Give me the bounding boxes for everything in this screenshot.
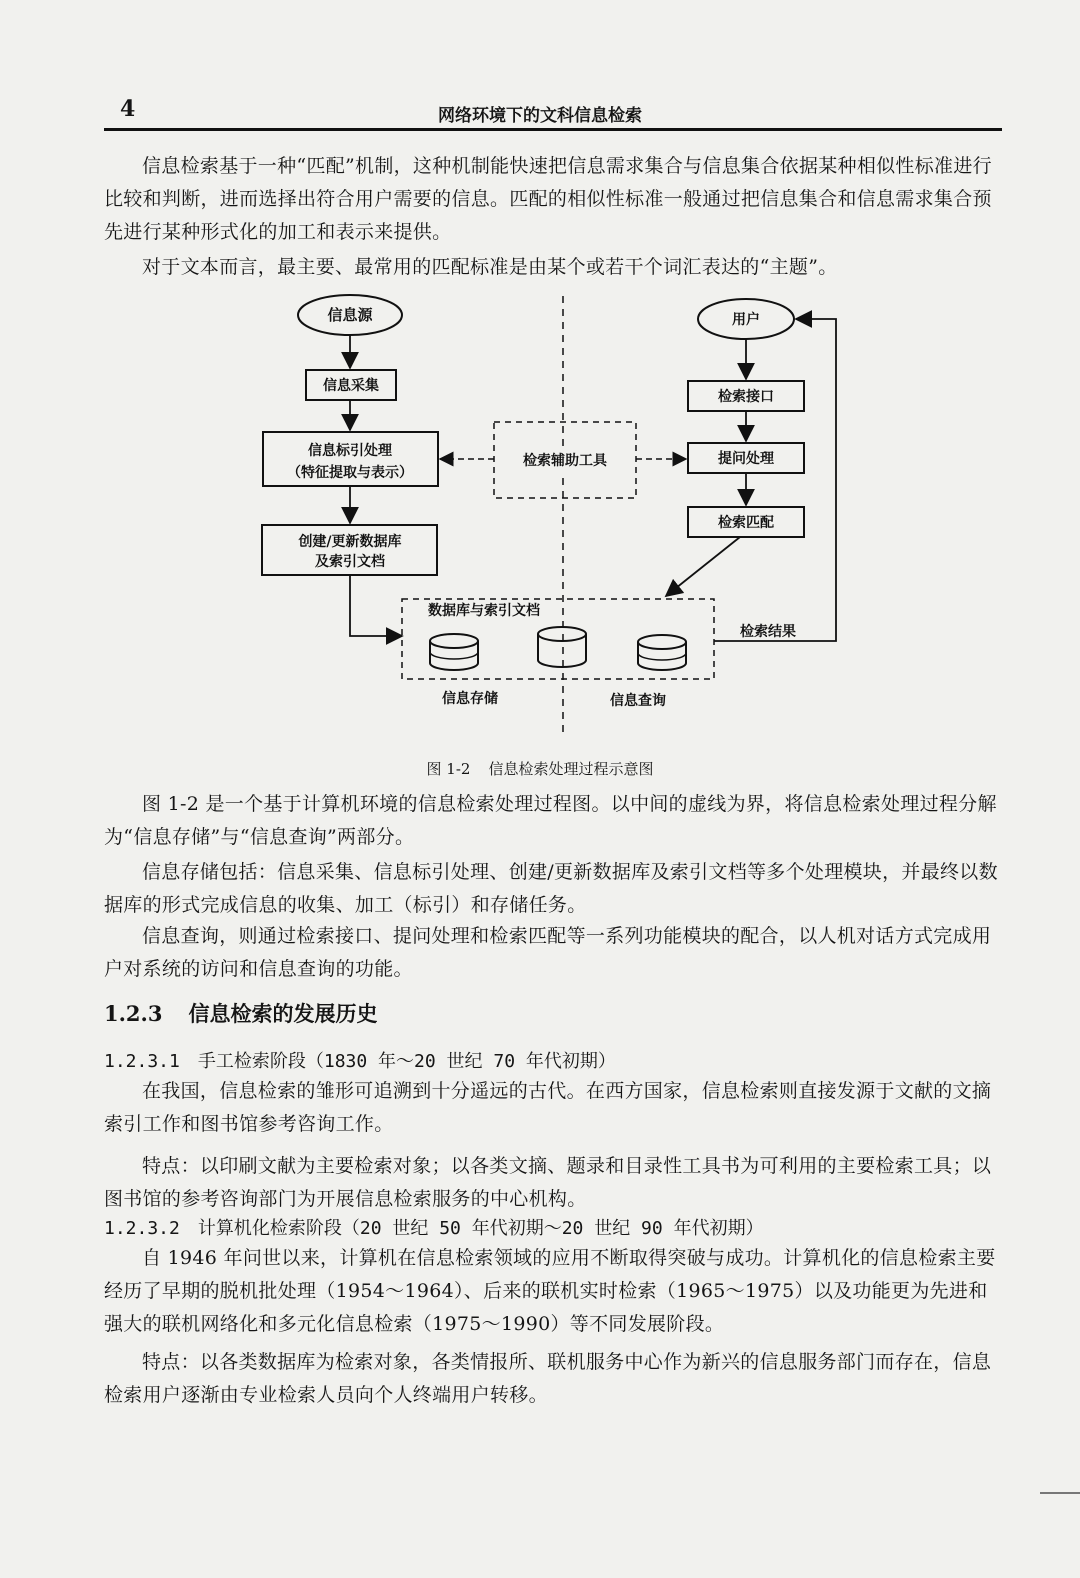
storage-label: 信息存储 [442, 691, 498, 707]
collect-label: 信息采集 [323, 378, 379, 394]
subsection-heading-manual: 1.2.3.1 手工检索阶段（1830 年～20 世纪 70 年代初期） [104, 1051, 616, 1072]
index-label-line2: （特征提取与表示） [287, 465, 413, 481]
paragraph-computerized-features: 特点：以各类数据库为检索对象，各类情报所、联机服务中心作为新兴的信息服务部门而存在，信息检索用户逐渐由专业检索人员向个人终端用户转移。 [104, 1351, 992, 1406]
aux-tool-label: 检索辅助工具 [523, 453, 607, 469]
section-number: 1.2.3 [104, 1001, 163, 1026]
paragraph-text-matching: 对于文本而言，最主要、最常用的匹配标准是由某个或若干个词汇表达的“主题”。 [142, 256, 838, 278]
section-title: 信息检索的发展历史 [188, 1001, 378, 1026]
paragraph-figure-description: 图 1-2 是一个基于计算机环境的信息检索处理过程图。以中间的虚线为界，将信息检索处理过程分解为“信息存储”与“信息查询”两部分。 [104, 793, 997, 848]
figure-caption [0, 758, 1080, 779]
db-create-label-line1: 创建/更新数据库 [298, 534, 402, 550]
interface-label: 检索接口 [718, 389, 774, 405]
running-head-title: 网络环境下的文科信息检索 [438, 106, 642, 126]
db-group-label: 数据库与索引文档 [428, 603, 540, 619]
paragraph-storage: 信息存储包括：信息采集、信息标引处理、创建/更新数据库及索引文档等多个处理模块，并最终以数据库的形式完成信息的收集、加工（标引）和存储任务。 [104, 861, 998, 916]
page-number: 4 [120, 96, 136, 122]
paragraph-manual-features: 特点：以印刷文献为主要检索对象；以各类文摘、题录和目录性工具书为可利用的主要检索工具；以图书馆的参考咨询部门为开展信息检索服务的中心机构。 [104, 1155, 992, 1210]
database-cylinder [638, 635, 686, 670]
database-cylinder [430, 634, 478, 670]
query-label: 信息查询 [610, 693, 666, 709]
result-label: 检索结果 [740, 624, 796, 640]
database-cylinder [538, 627, 586, 667]
result-feedback-line [714, 319, 836, 641]
figure-number: 图 1-2 [426, 760, 471, 778]
paragraph-computerized-history: 自 1946 年问世以来，计算机在信息检索领域的应用不断取得突破与成功。计算机化的信息检索主要经历了早期的脱机批处理（1954～1964）、后来的联机实时检索（1965～1975）以及功能更为先进和强大的联机网络化和多元化信息检索（1975～1990）等不同发展阶段。 [104, 1247, 996, 1335]
paragraph-manual-history: 在我国，信息检索的雏形可追溯到十分遥远的古代。在西方国家，信息检索则直接发源于文献的文摘索引工作和图书馆参考咨询工作。 [104, 1080, 992, 1135]
subsection-heading-computerized: 1.2.3.2 计算机化检索阶段（20 世纪 50 年代初期～20 世纪 90 年代初期） [104, 1218, 764, 1239]
section-heading-1-2-3 [104, 998, 377, 1028]
index-label-line1: 信息标引处理 [308, 443, 392, 459]
arrow-db-create-to-store [350, 575, 402, 636]
source-label: 信息源 [327, 306, 373, 324]
match-label: 检索匹配 [718, 515, 774, 531]
figure-caption-text: 信息检索处理过程示意图 [488, 760, 654, 778]
query-proc-label: 提问处理 [718, 451, 774, 467]
db-create-label-line2: 及索引文档 [315, 554, 385, 570]
scan-edge-mark [1040, 1492, 1080, 1494]
paragraph-query: 信息查询，则通过检索接口、提问处理和检索匹配等一系列功能模块的配合，以人机对话方式完成用户对系统的访问和信息查询的功能。 [104, 925, 992, 980]
arrow-match-to-db [666, 537, 740, 596]
paragraph-matching-mechanism: 信息检索基于一种“匹配”机制，这种机制能快速把信息需求集合与信息集合依据某种相似性标准进行比较和判断，进而选择出符合用户需要的信息。匹配的相似性标准一般通过把信息集合和信息需求集合预先进行某种形式化的加工和表示来提供。 [104, 155, 992, 243]
user-label: 用户 [732, 312, 760, 328]
flow-diagram [0, 0, 1080, 760]
